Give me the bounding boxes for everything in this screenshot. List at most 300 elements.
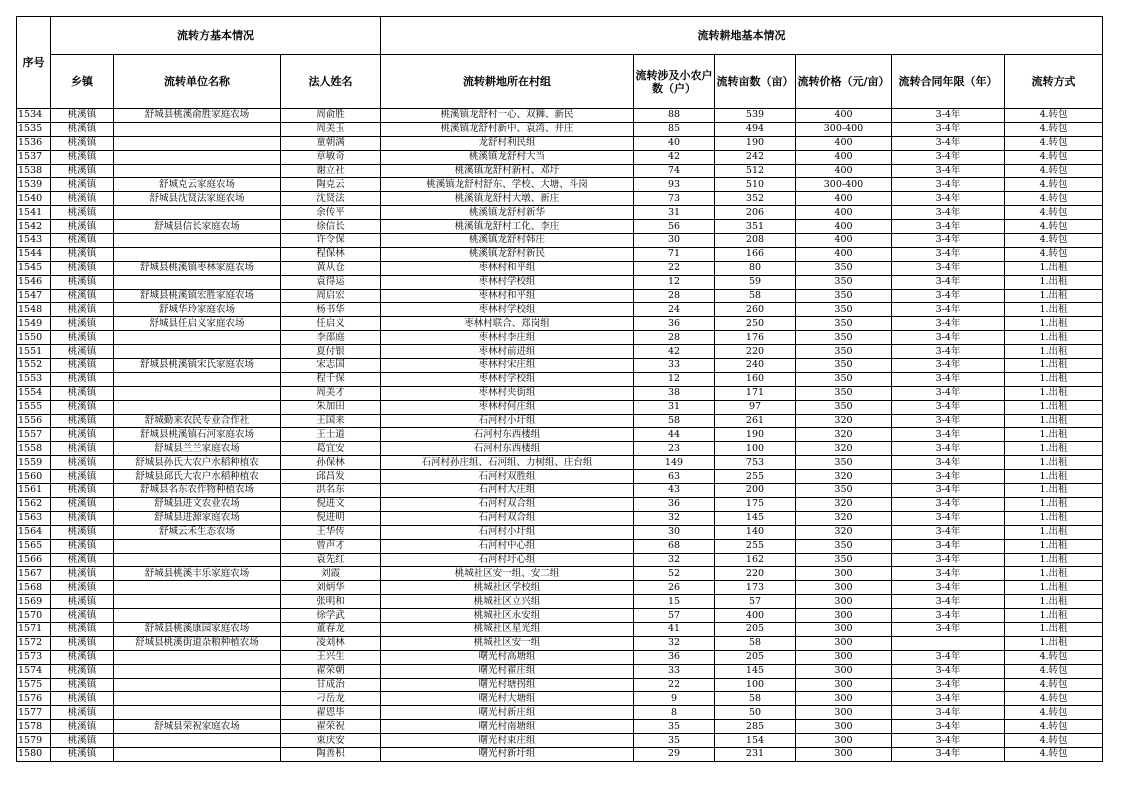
price-cell: 350 <box>796 553 892 567</box>
unit-name-cell <box>114 164 281 178</box>
legal-person-cell: 凌刘林 <box>281 636 381 650</box>
table-row <box>17 511 1103 525</box>
table-row <box>17 706 1103 720</box>
price-cell: 400 <box>796 192 892 206</box>
unit-name-cell: 舒城县兰兰家庭农场 <box>114 442 281 456</box>
legal-person-cell: 周俞胜 <box>281 109 381 123</box>
transfer-method-cell: 1.出租 <box>1005 595 1103 609</box>
area-cell: 59 <box>715 275 796 289</box>
transfer-method-cell: 1.出租 <box>1005 581 1103 595</box>
price-cell: 320 <box>796 497 892 511</box>
seq-cell: 1548 <box>17 303 51 317</box>
price-cell: 400 <box>796 220 892 234</box>
unit-name-cell <box>114 275 281 289</box>
unit-name-cell <box>114 595 281 609</box>
contract-term-cell: 3-4年 <box>892 470 1005 484</box>
contract-term-cell: 3-4年 <box>892 178 1005 192</box>
table-row <box>17 275 1103 289</box>
table-row <box>17 109 1103 123</box>
households-cell: 31 <box>634 400 715 414</box>
village-group-cell: 枣林村联合、郑岗组 <box>381 317 634 331</box>
legal-person-cell: 李邵庭 <box>281 331 381 345</box>
contract-term-cell: 3-4年 <box>892 331 1005 345</box>
table-row <box>17 442 1103 456</box>
transfer-method-cell: 4.转包 <box>1005 734 1103 748</box>
households-cell: 31 <box>634 206 715 220</box>
unit-name-cell: 舒城华玲家庭农场 <box>114 303 281 317</box>
unit-name-cell: 舒城县桃溪镇宋氏家庭农场 <box>114 359 281 373</box>
village-group-cell: 桃溪镇龙舒村韩庄 <box>381 234 634 248</box>
town-cell: 桃溪镇 <box>51 164 114 178</box>
town-cell: 桃溪镇 <box>51 178 114 192</box>
unit-name-cell <box>114 609 281 623</box>
unit-name-cell: 舒城县桃溪康园家庭农场 <box>114 622 281 636</box>
town-cell: 桃溪镇 <box>51 206 114 220</box>
area-cell: 240 <box>715 359 796 373</box>
price-cell: 300 <box>796 636 892 650</box>
households-cell: 40 <box>634 136 715 150</box>
seq-cell: 1542 <box>17 220 51 234</box>
seq-cell: 1556 <box>17 414 51 428</box>
town-cell: 桃溪镇 <box>51 609 114 623</box>
header-village-group: 流转耕地所在村组 <box>381 55 634 109</box>
seq-cell: 1555 <box>17 400 51 414</box>
households-cell: 42 <box>634 150 715 164</box>
legal-person-cell: 夏付银 <box>281 345 381 359</box>
households-cell: 36 <box>634 317 715 331</box>
households-cell: 30 <box>634 525 715 539</box>
table-row <box>17 303 1103 317</box>
legal-person-cell: 陶善积 <box>281 747 381 761</box>
seq-cell: 1554 <box>17 386 51 400</box>
village-group-cell: 曙光村南塘组 <box>381 720 634 734</box>
transfer-method-cell: 1.出租 <box>1005 317 1103 331</box>
households-cell: 68 <box>634 539 715 553</box>
town-cell: 桃溪镇 <box>51 428 114 442</box>
town-cell: 桃溪镇 <box>51 622 114 636</box>
area-cell: 261 <box>715 414 796 428</box>
transfer-method-cell: 4.转包 <box>1005 247 1103 261</box>
contract-term-cell <box>892 636 1005 650</box>
households-cell: 30 <box>634 234 715 248</box>
households-cell: 33 <box>634 664 715 678</box>
unit-name-cell <box>114 345 281 359</box>
legal-person-cell: 王华传 <box>281 525 381 539</box>
seq-cell: 1572 <box>17 636 51 650</box>
village-group-cell: 枣林村夹街组 <box>381 386 634 400</box>
seq-cell: 1578 <box>17 720 51 734</box>
contract-term-cell: 3-4年 <box>892 289 1005 303</box>
town-cell: 桃溪镇 <box>51 497 114 511</box>
price-cell: 300-400 <box>796 178 892 192</box>
table-row <box>17 289 1103 303</box>
village-group-cell: 曙光村翟庄组 <box>381 664 634 678</box>
table-row <box>17 553 1103 567</box>
area-cell: 58 <box>715 692 796 706</box>
price-cell: 320 <box>796 442 892 456</box>
legal-person-cell: 周美才 <box>281 386 381 400</box>
seq-cell: 1540 <box>17 192 51 206</box>
village-group-cell: 石河村小圩组 <box>381 525 634 539</box>
town-cell: 桃溪镇 <box>51 595 114 609</box>
price-cell: 400 <box>796 150 892 164</box>
area-cell: 510 <box>715 178 796 192</box>
header-transfer-method: 流转方式 <box>1005 55 1103 109</box>
village-group-cell: 枣林村何庄组 <box>381 400 634 414</box>
town-cell: 桃溪镇 <box>51 525 114 539</box>
town-cell: 桃溪镇 <box>51 553 114 567</box>
households-cell: 44 <box>634 428 715 442</box>
town-cell: 桃溪镇 <box>51 636 114 650</box>
area-cell: 175 <box>715 497 796 511</box>
households-cell: 23 <box>634 442 715 456</box>
transfer-method-cell: 1.出租 <box>1005 609 1103 623</box>
area-cell: 255 <box>715 539 796 553</box>
price-cell: 300 <box>796 622 892 636</box>
transfer-method-cell: 4.转包 <box>1005 678 1103 692</box>
price-cell: 300 <box>796 747 892 761</box>
unit-name-cell <box>114 206 281 220</box>
contract-term-cell: 3-4年 <box>892 345 1005 359</box>
unit-name-cell <box>114 734 281 748</box>
price-cell: 300 <box>796 609 892 623</box>
seq-cell: 1577 <box>17 706 51 720</box>
area-cell: 539 <box>715 109 796 123</box>
households-cell: 52 <box>634 567 715 581</box>
unit-name-cell: 舒城县进源家庭农场 <box>114 511 281 525</box>
transfer-method-cell: 1.出租 <box>1005 275 1103 289</box>
village-group-cell: 枣林村学校组 <box>381 372 634 386</box>
area-cell: 242 <box>715 150 796 164</box>
table-row <box>17 136 1103 150</box>
unit-name-cell: 舒城县孙氏大农户水稻种植农 <box>114 456 281 470</box>
header-legal-person: 法人姓名 <box>281 55 381 109</box>
seq-cell: 1561 <box>17 484 51 498</box>
table-row <box>17 192 1103 206</box>
price-cell: 350 <box>796 359 892 373</box>
transfer-method-cell: 4.转包 <box>1005 164 1103 178</box>
seq-cell: 1560 <box>17 470 51 484</box>
header-price: 流转价格（元/亩） <box>796 55 892 109</box>
unit-name-cell <box>114 664 281 678</box>
households-cell: 35 <box>634 734 715 748</box>
table-row <box>17 470 1103 484</box>
table-row <box>17 567 1103 581</box>
households-cell: 12 <box>634 372 715 386</box>
contract-term-cell: 3-4年 <box>892 317 1005 331</box>
legal-person-cell: 张明和 <box>281 595 381 609</box>
contract-term-cell: 3-4年 <box>892 372 1005 386</box>
contract-term-cell: 3-4年 <box>892 303 1005 317</box>
contract-term-cell: 3-4年 <box>892 678 1005 692</box>
area-cell: 220 <box>715 567 796 581</box>
town-cell: 桃溪镇 <box>51 345 114 359</box>
town-cell: 桃溪镇 <box>51 192 114 206</box>
area-cell: 220 <box>715 345 796 359</box>
households-cell: 42 <box>634 345 715 359</box>
table-row <box>17 220 1103 234</box>
contract-term-cell: 3-4年 <box>892 414 1005 428</box>
price-cell: 350 <box>796 261 892 275</box>
village-group-cell: 桃溪镇龙舒村大当 <box>381 150 634 164</box>
table-row <box>17 206 1103 220</box>
contract-term-cell: 3-4年 <box>892 706 1005 720</box>
contract-term-cell: 3-4年 <box>892 150 1005 164</box>
table-row <box>17 650 1103 664</box>
village-group-cell: 桃城社区永安组 <box>381 609 634 623</box>
price-cell: 300 <box>796 650 892 664</box>
seq-cell: 1535 <box>17 122 51 136</box>
price-cell: 350 <box>796 303 892 317</box>
seq-cell: 1558 <box>17 442 51 456</box>
village-group-cell: 枣林村学校组 <box>381 275 634 289</box>
households-cell: 15 <box>634 595 715 609</box>
area-cell: 97 <box>715 400 796 414</box>
unit-name-cell <box>114 692 281 706</box>
unit-name-cell: 舒城县桃溪丰乐家庭农场 <box>114 567 281 581</box>
table-body <box>17 109 1103 762</box>
table-row <box>17 428 1103 442</box>
seq-cell: 1567 <box>17 567 51 581</box>
unit-name-cell: 舒城县桃溪俞胜家庭农场 <box>114 109 281 123</box>
area-cell: 494 <box>715 122 796 136</box>
table-row <box>17 331 1103 345</box>
transfer-method-cell: 4.转包 <box>1005 178 1103 192</box>
contract-term-cell: 3-4年 <box>892 220 1005 234</box>
legal-person-cell: 程保林 <box>281 247 381 261</box>
legal-person-cell: 袁先红 <box>281 553 381 567</box>
transfer-method-cell: 1.出租 <box>1005 289 1103 303</box>
area-cell: 352 <box>715 192 796 206</box>
village-group-cell: 桃城社区星光组 <box>381 622 634 636</box>
contract-term-cell: 3-4年 <box>892 497 1005 511</box>
unit-name-cell: 舒城县桃溪镇石河家庭农场 <box>114 428 281 442</box>
contract-term-cell: 3-4年 <box>892 734 1005 748</box>
table-row <box>17 386 1103 400</box>
table-row <box>17 456 1103 470</box>
legal-person-cell: 王士道 <box>281 428 381 442</box>
households-cell: 93 <box>634 178 715 192</box>
unit-name-cell: 舒城县任启义家庭农场 <box>114 317 281 331</box>
transfer-method-cell: 4.转包 <box>1005 650 1103 664</box>
table-row <box>17 178 1103 192</box>
transfer-method-cell: 4.转包 <box>1005 206 1103 220</box>
price-cell: 300 <box>796 664 892 678</box>
households-cell: 85 <box>634 122 715 136</box>
area-cell: 58 <box>715 289 796 303</box>
table-row <box>17 400 1103 414</box>
seq-cell: 1563 <box>17 511 51 525</box>
price-cell: 400 <box>796 206 892 220</box>
contract-term-cell: 3-4年 <box>892 456 1005 470</box>
town-cell: 桃溪镇 <box>51 511 114 525</box>
seq-cell: 1566 <box>17 553 51 567</box>
price-cell: 350 <box>796 317 892 331</box>
contract-term-cell: 3-4年 <box>892 359 1005 373</box>
town-cell: 桃溪镇 <box>51 678 114 692</box>
households-cell: 32 <box>634 636 715 650</box>
contract-term-cell: 3-4年 <box>892 747 1005 761</box>
table-row <box>17 581 1103 595</box>
village-group-cell: 曙光村新庄组 <box>381 706 634 720</box>
unit-name-cell: 舒城县桃溪街道杂粮种植农场 <box>114 636 281 650</box>
price-cell: 300 <box>796 678 892 692</box>
price-cell: 350 <box>796 345 892 359</box>
area-cell: 173 <box>715 581 796 595</box>
table-row <box>17 636 1103 650</box>
table-row <box>17 164 1103 178</box>
unit-name-cell <box>114 581 281 595</box>
transfer-method-cell: 1.出租 <box>1005 359 1103 373</box>
header-area: 流转亩数（亩） <box>715 55 796 109</box>
town-cell: 桃溪镇 <box>51 456 114 470</box>
village-group-cell: 桃城社区立兴组 <box>381 595 634 609</box>
transfer-method-cell: 4.转包 <box>1005 234 1103 248</box>
seq-cell: 1539 <box>17 178 51 192</box>
town-cell: 桃溪镇 <box>51 650 114 664</box>
households-cell: 58 <box>634 414 715 428</box>
village-group-cell: 曙光村新圩组 <box>381 747 634 761</box>
legal-person-cell: 刁岳龙 <box>281 692 381 706</box>
village-group-cell: 石河村双胜组 <box>381 470 634 484</box>
village-group-cell: 桃溪镇龙舒村新中、袁湾、井庄 <box>381 122 634 136</box>
village-group-cell: 桃城社区学校组 <box>381 581 634 595</box>
seq-cell: 1546 <box>17 275 51 289</box>
transfer-method-cell: 4.转包 <box>1005 136 1103 150</box>
town-cell: 桃溪镇 <box>51 414 114 428</box>
transfer-method-cell: 1.出租 <box>1005 345 1103 359</box>
legal-person-cell: 倪进明 <box>281 511 381 525</box>
village-group-cell: 曙光村束庄组 <box>381 734 634 748</box>
seq-cell: 1571 <box>17 622 51 636</box>
area-cell: 753 <box>715 456 796 470</box>
area-cell: 162 <box>715 553 796 567</box>
area-cell: 50 <box>715 706 796 720</box>
price-cell: 320 <box>796 414 892 428</box>
town-cell: 桃溪镇 <box>51 136 114 150</box>
unit-name-cell: 舒城县沈贤法家庭农场 <box>114 192 281 206</box>
seq-cell: 1534 <box>17 109 51 123</box>
contract-term-cell: 3-4年 <box>892 428 1005 442</box>
village-group-cell: 枣林村前进组 <box>381 345 634 359</box>
unit-name-cell <box>114 650 281 664</box>
households-cell: 24 <box>634 303 715 317</box>
legal-person-cell: 章敏奇 <box>281 150 381 164</box>
town-cell: 桃溪镇 <box>51 150 114 164</box>
price-cell: 350 <box>796 539 892 553</box>
seq-cell: 1570 <box>17 609 51 623</box>
contract-term-cell: 3-4年 <box>892 720 1005 734</box>
unit-name-cell: 舒城云禾生态农场 <box>114 525 281 539</box>
table-row <box>17 678 1103 692</box>
town-cell: 桃溪镇 <box>51 359 114 373</box>
header-town: 乡镇 <box>51 55 114 109</box>
legal-person-cell: 翟恩毕 <box>281 706 381 720</box>
households-cell: 28 <box>634 289 715 303</box>
seq-cell: 1550 <box>17 331 51 345</box>
village-group-cell: 曙光村大塘组 <box>381 692 634 706</box>
area-cell: 200 <box>715 484 796 498</box>
transfer-method-cell: 1.出租 <box>1005 636 1103 650</box>
contract-term-cell: 3-4年 <box>892 275 1005 289</box>
seq-cell: 1573 <box>17 650 51 664</box>
table-row <box>17 247 1103 261</box>
price-cell: 350 <box>796 386 892 400</box>
town-cell: 桃溪镇 <box>51 706 114 720</box>
unit-name-cell <box>114 331 281 345</box>
price-cell: 350 <box>796 289 892 303</box>
town-cell: 桃溪镇 <box>51 442 114 456</box>
households-cell: 41 <box>634 622 715 636</box>
households-cell: 88 <box>634 109 715 123</box>
seq-cell: 1551 <box>17 345 51 359</box>
village-group-cell: 桃溪镇龙舒村大墩、新庄 <box>381 192 634 206</box>
table-row <box>17 609 1103 623</box>
village-group-cell: 石河村小圩组 <box>381 414 634 428</box>
seq-cell: 1544 <box>17 247 51 261</box>
transfer-method-cell: 4.转包 <box>1005 747 1103 761</box>
unit-name-cell: 舒城县桃溪镇宏胜家庭农场 <box>114 289 281 303</box>
unit-name-cell <box>114 678 281 692</box>
seq-cell: 1538 <box>17 164 51 178</box>
table-row <box>17 720 1103 734</box>
town-cell: 桃溪镇 <box>51 484 114 498</box>
area-cell: 231 <box>715 747 796 761</box>
area-cell: 400 <box>715 609 796 623</box>
contract-term-cell: 3-4年 <box>892 122 1005 136</box>
price-cell: 300 <box>796 706 892 720</box>
village-group-cell: 枣林村和平组 <box>381 289 634 303</box>
legal-person-cell: 王兴生 <box>281 650 381 664</box>
legal-person-cell: 翟荣朝 <box>281 664 381 678</box>
area-cell: 512 <box>715 164 796 178</box>
village-group-cell: 枣林村李庄组 <box>381 331 634 345</box>
price-cell: 320 <box>796 511 892 525</box>
households-cell: 35 <box>634 720 715 734</box>
village-group-cell: 石河村东西楼组 <box>381 442 634 456</box>
contract-term-cell: 3-4年 <box>892 164 1005 178</box>
legal-person-cell: 程千保 <box>281 372 381 386</box>
village-group-cell: 枣林村宋庄组 <box>381 359 634 373</box>
price-cell: 350 <box>796 331 892 345</box>
price-cell: 300 <box>796 581 892 595</box>
unit-name-cell: 舒城克云家庭农场 <box>114 178 281 192</box>
legal-person-cell: 黄从仓 <box>281 261 381 275</box>
transfer-method-cell: 1.出租 <box>1005 428 1103 442</box>
town-cell: 桃溪镇 <box>51 581 114 595</box>
area-cell: 176 <box>715 331 796 345</box>
contract-term-cell: 3-4年 <box>892 261 1005 275</box>
header-transferee-group: 流转方基本情况 <box>51 17 381 55</box>
seq-cell: 1574 <box>17 664 51 678</box>
legal-person-cell: 王国来 <box>281 414 381 428</box>
area-cell: 140 <box>715 525 796 539</box>
households-cell: 22 <box>634 678 715 692</box>
contract-term-cell: 3-4年 <box>892 539 1005 553</box>
unit-name-cell: 舒城勤来农民专业合作社 <box>114 414 281 428</box>
table-row <box>17 359 1103 373</box>
village-group-cell: 桃溪镇龙舒村工化、李庄 <box>381 220 634 234</box>
contract-term-cell: 3-4年 <box>892 136 1005 150</box>
village-group-cell: 桃溪镇龙舒村新村、邓圩 <box>381 164 634 178</box>
contract-term-cell: 3-4年 <box>892 247 1005 261</box>
contract-term-cell: 3-4年 <box>892 692 1005 706</box>
households-cell: 29 <box>634 747 715 761</box>
contract-term-cell: 3-4年 <box>892 622 1005 636</box>
contract-term-cell: 3-4年 <box>892 206 1005 220</box>
area-cell: 351 <box>715 220 796 234</box>
town-cell: 桃溪镇 <box>51 372 114 386</box>
